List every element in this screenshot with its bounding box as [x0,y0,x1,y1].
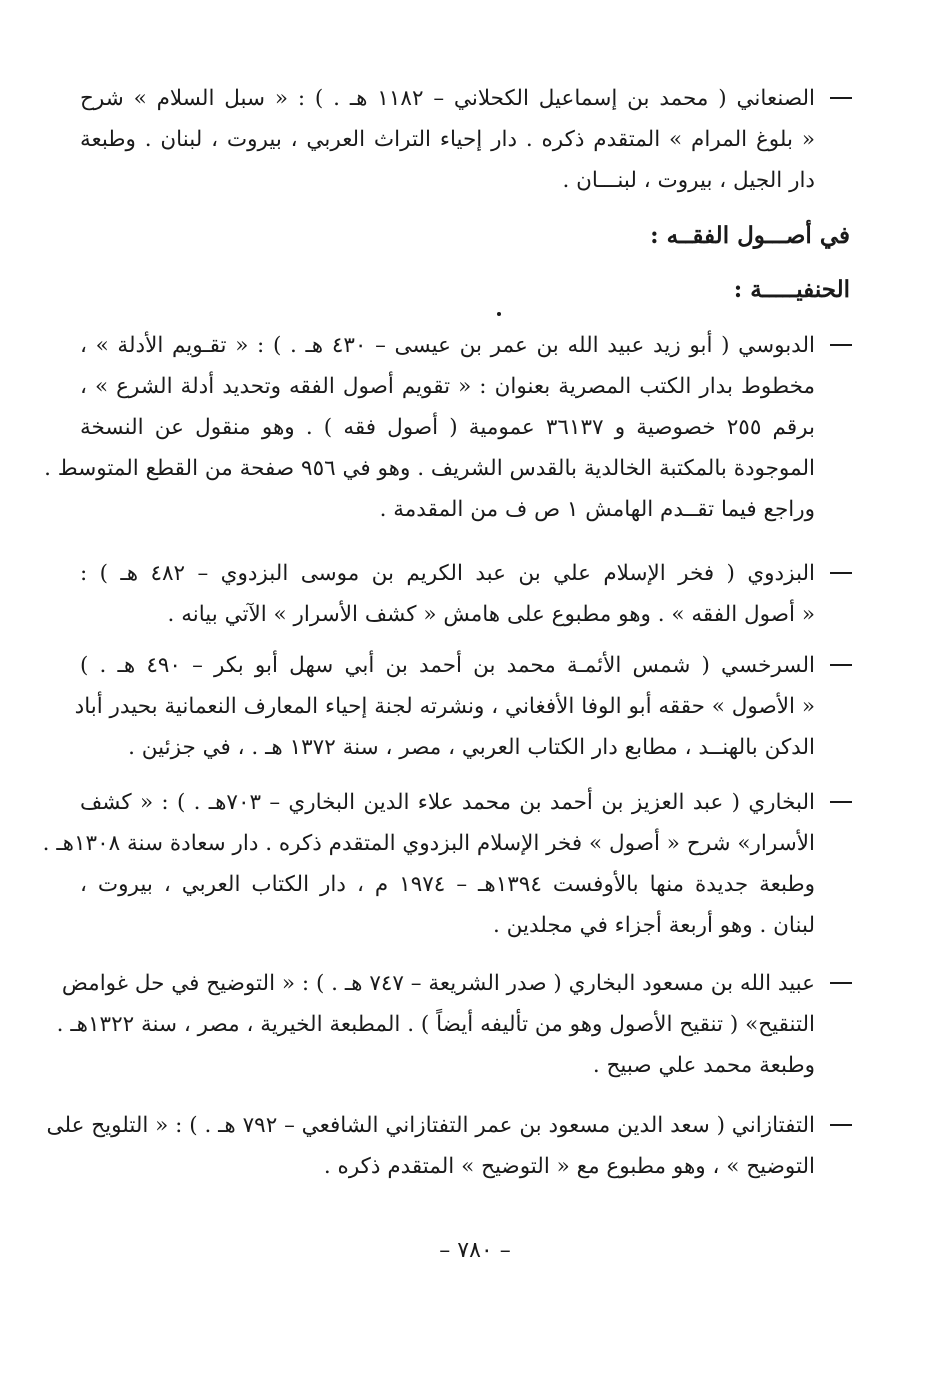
bibliography-entry-taftazani [46,1105,815,1187]
entry-dash [830,1124,852,1126]
entry-line: وراجع فيما تقــدم الهامش ١ ص ف من المقدمة . [379,497,815,522]
entry-line: السرخسي ( شمس الأئمـة محمد بن أحمد بن أبي سهل أبو بكر – ٤٩٠ هـ . ) [80,653,815,678]
entry-dash [830,664,852,666]
bibliography-entry-sadr-al-sharia [56,963,815,1086]
entry-dash [830,97,852,99]
entry-line: الصنعاني ( محمد بن إسماعيل الكحلاني – ١١٨٢ هـ . ) : « سبل السلام » شرح [80,86,815,111]
entry-dash [830,344,852,346]
entry-line: عبيد الله بن مسعود البخاري ( صدر الشريعة – ٧٤٧ هـ . ) : « التوضيح في حل غوامض [61,971,815,996]
entry-dash [830,801,852,803]
entry-line: مخطوط بدار الكتب المصرية بعنوان : « تقويم أصول الفقه وتحديد أدلة الشرع » ، [80,374,815,399]
section-heading-hanafiyya: الحنفيـــــة : [733,276,850,303]
entry-line: الدكن بالهنــد ، مطابع دار الكتاب العربي ، مصر ، سنة ١٣٧٢ هـ . ، في جزئين . [128,735,815,760]
entry-line: الدبوسي ( أبو زيد عبيد الله بن عمر بن عيسى – ٤٣٠ هـ . ) : « تقـويم الأدلة » ، [80,333,815,358]
bibliography-entry-bazdawi [80,553,815,635]
bibliography-entry-sanani [80,78,815,201]
entry-line: البخاري ( عبد العزيز بن أحمد بن محمد علاء الدين البخاري – ٧٠٣هـ . ) : « كشف [80,790,815,815]
entry-dash [830,982,852,984]
entry-line: « أصول الفقه » . وهو مطبوع على هامش « كشف الأسرار » الآتي بيانه . [167,602,815,627]
entry-line: برقم ٢٥٥ خصوصية و ٣٦١٣٧ عمومية ( أصول فقه ) . وهو منقول عن النسخة [80,415,815,440]
bibliography-entry-dabusi [44,325,815,530]
stray-dot [497,312,501,316]
entry-line: التوضيح » ، وهو مطبوع مع « التوضيح » المتقدم ذكره . [323,1154,815,1179]
entry-line: التنقيح» ( تنقيح الأصول وهو من تأليفه أيضاً ) . المطبعة الخيرية ، مصر ، سنة ١٣٢٢هـ . [56,1012,815,1037]
entry-line: « بلوغ المرام » المتقدم ذكره . دار إحياء التراث العربي ، بيروت ، لبنان . وطبعة [80,127,815,152]
entry-line: دار الجيل ، بيروت ، لبنـــان . [562,168,815,193]
entry-line: التفتازاني ( سعد الدين مسعود بن عمر التفتازاني الشافعي – ٧٩٢ هـ . ) : « التلويح على [46,1113,815,1138]
entry-line: « الأصول » حققه أبو الوفا الأفغاني ، ونشرته لجنة إحياء المعارف النعمانية بحيدر أباد [74,694,815,719]
section-heading-usul: في أصـــول الفقــه : [650,222,850,249]
bibliography-entry-sarakhsi [74,645,815,768]
entry-line: الموجودة بالمكتبة الخالدية بالقدس الشريف . وهو في ٩٥٦ صفحة من القطع المتوسط . [44,456,815,481]
entry-line: وطبعة محمد علي صبيح . [592,1053,815,1078]
entry-line: البزدوي ( فخر الإسلام علي بن عبد الكريم بن موسى البزدوي – ٤٨٢ هـ ) : [80,561,815,586]
entry-line: لبنان . وهو أربعة أجزاء في مجلدين . [493,913,815,938]
entry-line: الأسرار» شرح « أصول » فخر الإسلام البزدوي المتقدم ذكره . دار سعادة سنة ١٣٠٨هـ . [42,831,815,856]
entry-dash [830,572,852,574]
bibliography-entry-bukhari [42,782,816,946]
page-number: – ٧٨٠ – [439,1238,511,1263]
entry-line: وطبعة جديدة منها بالأوفست ١٣٩٤هـ – ١٩٧٤ م ، دار الكتاب العربي ، بيروت ، [80,872,816,897]
